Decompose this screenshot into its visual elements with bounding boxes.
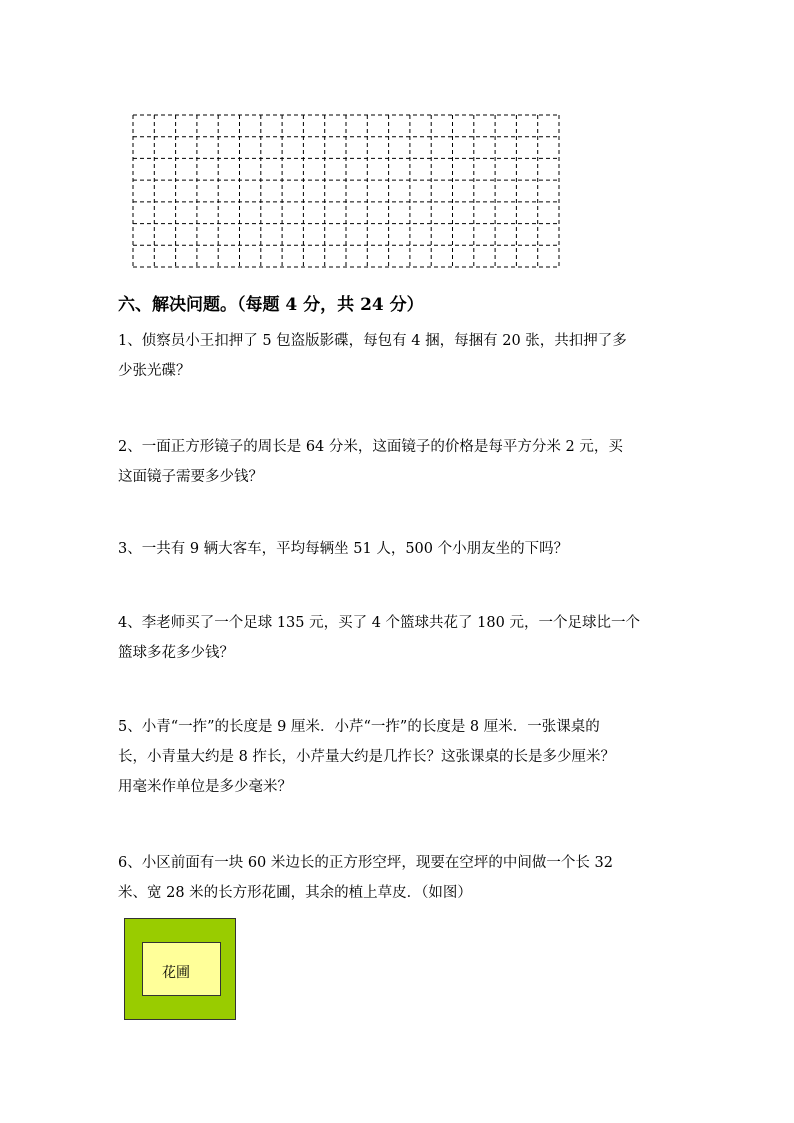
dashed-answer-grid [132, 114, 560, 268]
question-2-line-2: 这面镜子需要多少钱？ [118, 469, 263, 485]
question-6 [118, 848, 678, 908]
question-6-line-1: 6、小区前面有一块 60 米边长的正方形空坪，现要在空坪的中间做一个长 32 [118, 855, 613, 871]
question-2 [118, 432, 678, 492]
question-4-line-2: 篮球多花多少钱？ [118, 645, 234, 661]
question-1-line-2: 少张光碟？ [118, 363, 191, 379]
question-5-line-3: 用毫米作单位是多少毫米？ [118, 779, 292, 795]
question-3 [118, 534, 678, 564]
question-4-line-1: 4、李老师买了一个足球 135 元，买了 4 个篮球共花了 180 元，一个足球比一个 [118, 615, 640, 631]
question-2-line-1: 2、一面正方形镜子的周长是 64 分米，这面镜子的价格是每平方分米 2 元，买 [118, 439, 623, 455]
question-5-line-2: 长，小青量大约是 8 拃长，小芹量大约是几拃长？这张课桌的长是多少厘米？ [118, 749, 615, 765]
question-5 [118, 712, 678, 802]
section-title: 六、解决问题。（每题 4 分，共 24 分） [118, 295, 424, 315]
question-4 [118, 608, 678, 668]
garden-label: 花圃 [162, 965, 190, 981]
question-5-line-1: 5、小青“一拃”的长度是 9 厘米．小芹“一拃”的长度是 8 厘米．一张课桌的 [118, 719, 600, 735]
question-1-line-1: 1、侦察员小王扣押了 5 包盗版影碟，每包有 4 捆，每捆有 20 张，共扣押了多 [118, 333, 627, 349]
question-6-line-2: 米、宽 28 米的长方形花圃，其余的植上草皮．（如图） [118, 885, 472, 901]
question-3-line-1: 3、一共有 9 辆大客车，平均每辆坐 51 人，500 个小朋友坐的下吗？ [118, 541, 569, 557]
question-1 [118, 326, 678, 386]
